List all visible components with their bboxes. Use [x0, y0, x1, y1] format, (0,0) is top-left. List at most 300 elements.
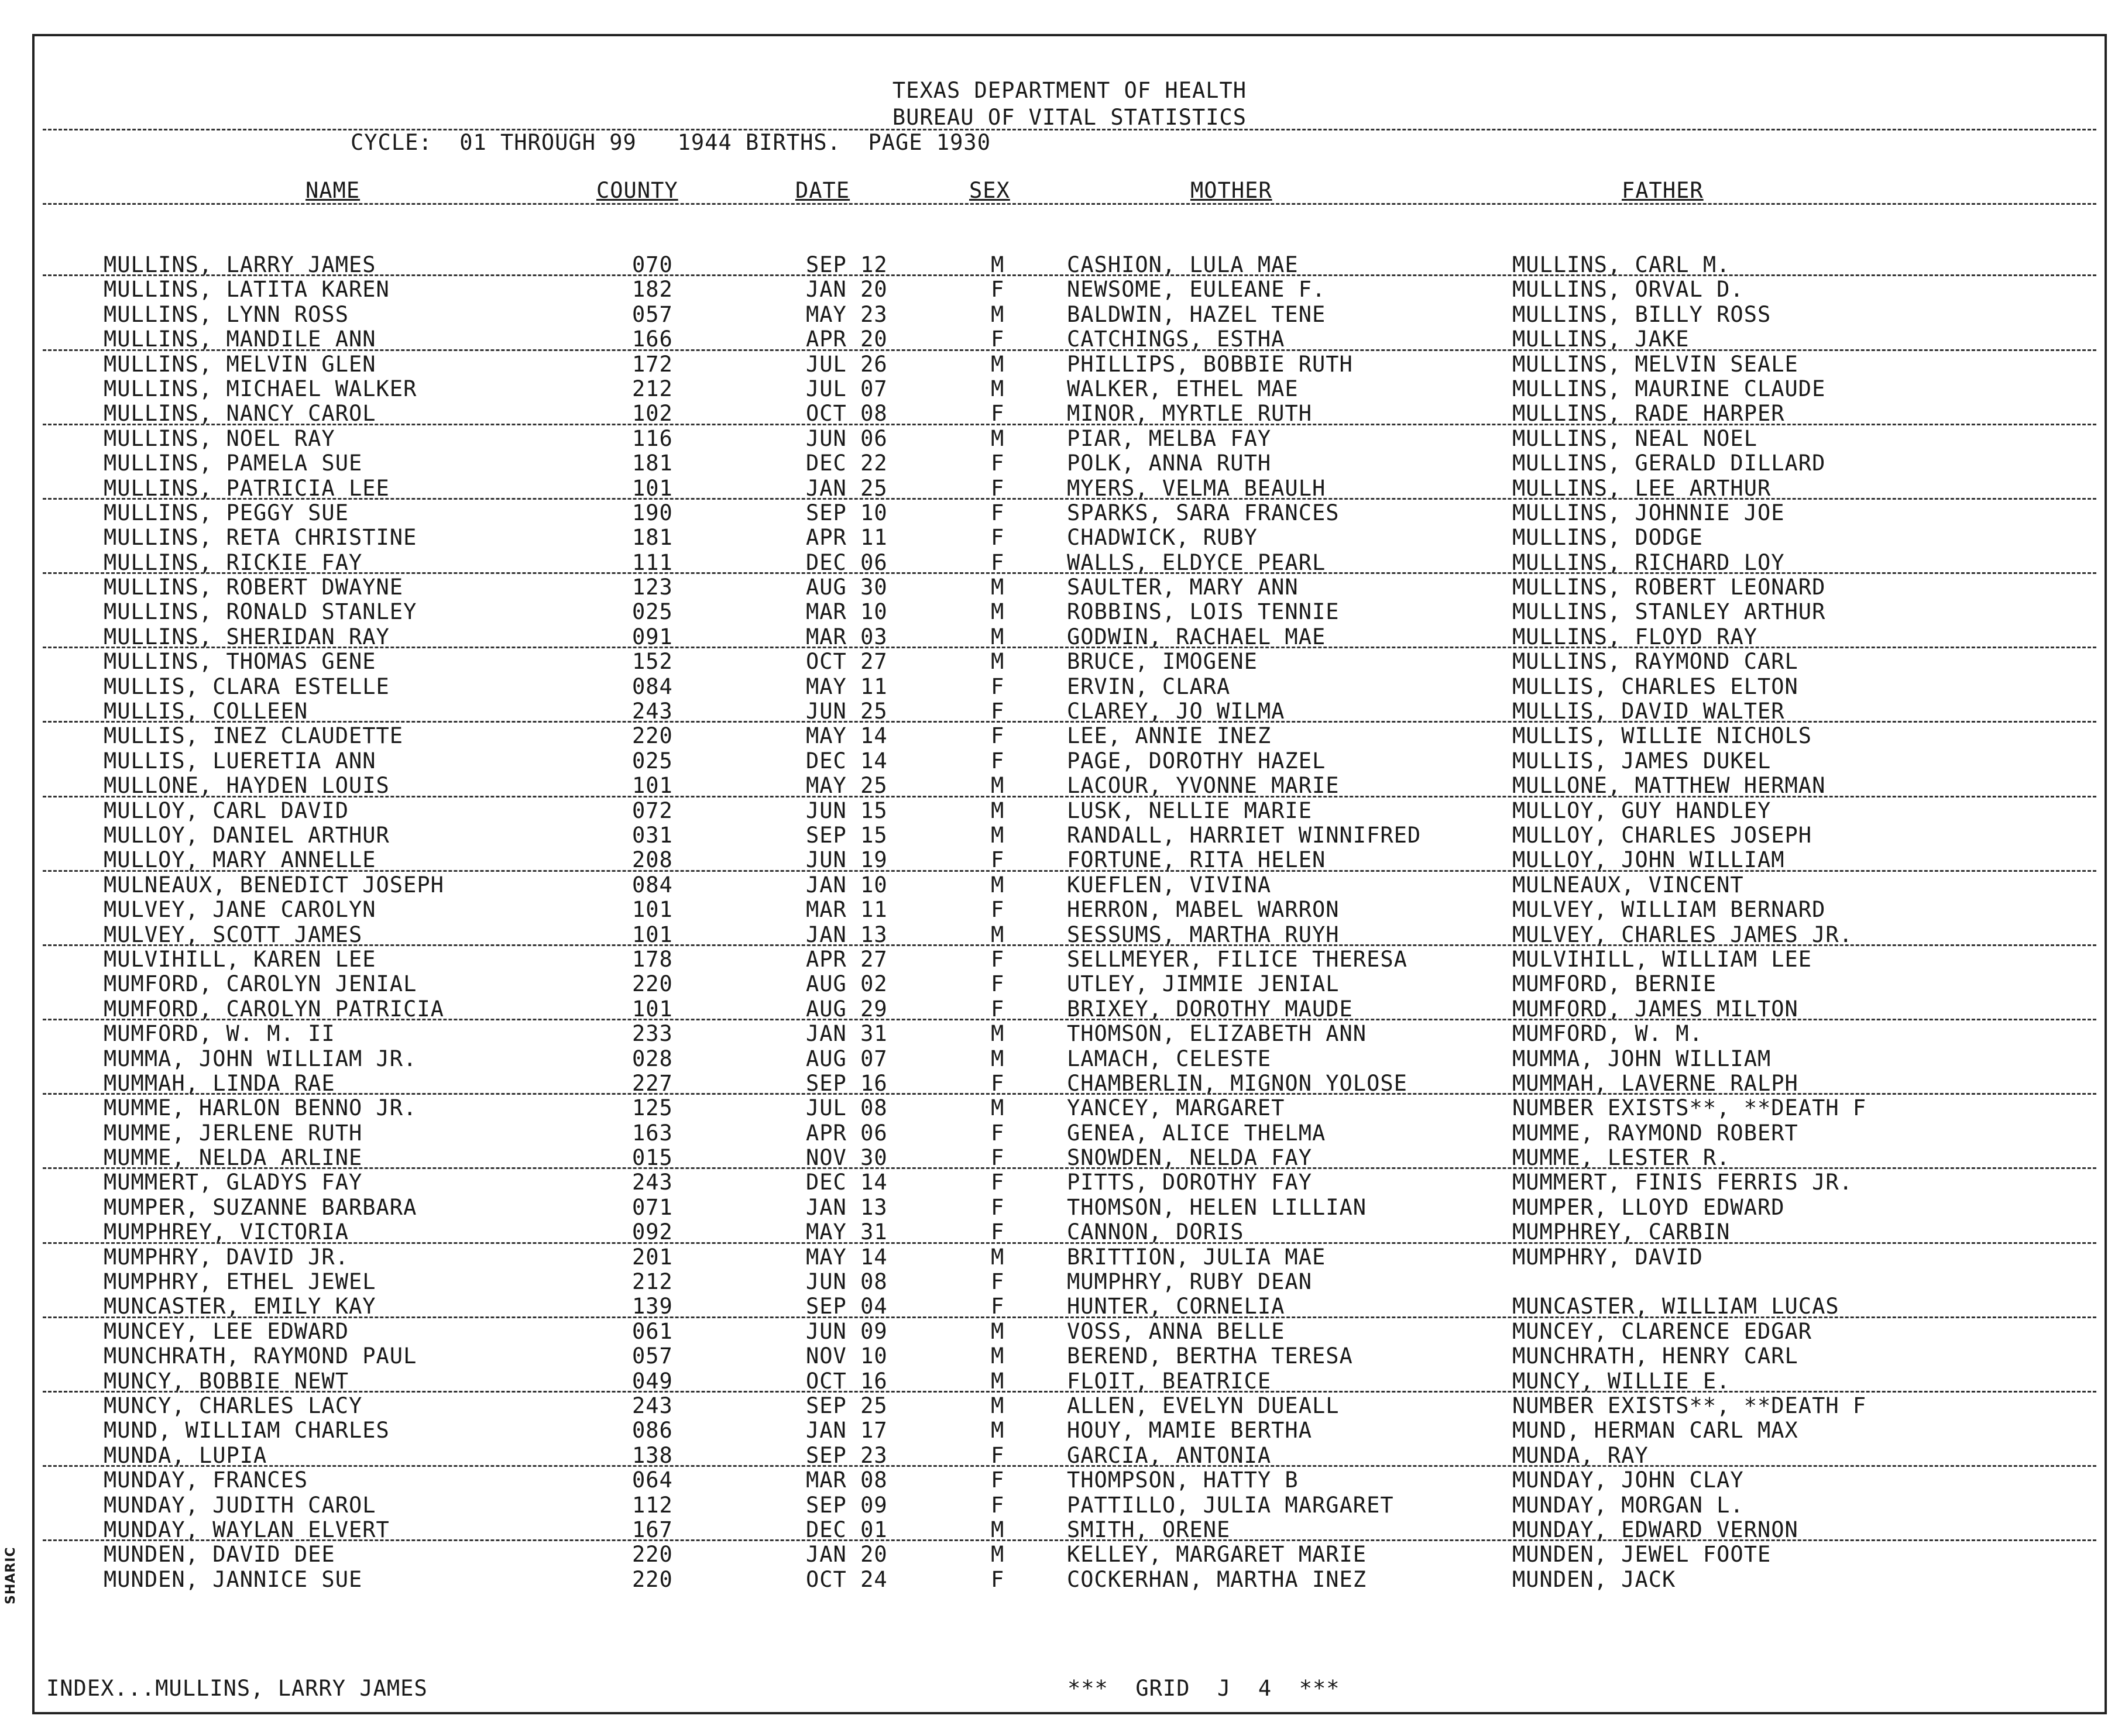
record-date: MAY 31: [806, 1219, 888, 1245]
table-row: [35, 823, 2105, 848]
record-father: MULLOY, GUY HANDLEY: [1512, 797, 1772, 823]
record-father: MULLINS, FLOYD RAY: [1512, 624, 1757, 649]
record-name: MUMME, NELDA ARLINE: [104, 1145, 363, 1171]
record-date: APR 11: [806, 525, 888, 551]
record-sex: M: [991, 376, 1005, 401]
record-mother: ERVIN, CLARA: [1067, 673, 1231, 699]
table-row: [35, 799, 2105, 823]
record-date: MAY 14: [806, 723, 888, 749]
table-row: [35, 774, 2105, 798]
record-father: MUND, HERMAN CARL MAX: [1512, 1418, 1798, 1443]
record-mother: WALLS, ELDYCE PEARL: [1067, 549, 1326, 575]
record-sex: F: [991, 673, 1005, 699]
record-father: MUNCASTER, WILLIAM LUCAS: [1512, 1294, 1839, 1319]
record-mother: HUNTER, CORNELIA: [1067, 1294, 1285, 1319]
column-header-mother: MOTHER: [1190, 178, 1272, 203]
record-county: 208: [632, 847, 673, 873]
table-row: [35, 551, 2105, 575]
record-name: MUNCASTER, EMILY KAY: [104, 1294, 376, 1319]
table-row: [35, 873, 2105, 898]
table-row: [35, 923, 2105, 947]
record-father: MUMPHRY, DAVID: [1512, 1244, 1703, 1270]
table-row: [35, 1394, 2105, 1418]
record-father: MULVEY, WILLIAM BERNARD: [1512, 897, 1826, 923]
table-row: [35, 1443, 2105, 1468]
record-father: MUNDAY, EDWARD VERNON: [1512, 1517, 1798, 1542]
record-sex: M: [991, 1046, 1005, 1071]
record-father: MUMMAH, LAVERNE RALPH: [1512, 1070, 1798, 1096]
record-name: MUNCY, BOBBIE NEWT: [104, 1368, 349, 1394]
record-father: MULNEAUX, VINCENT: [1512, 872, 1744, 898]
record-county: 091: [632, 624, 673, 649]
record-sex: M: [991, 351, 1005, 377]
record-mother: BEREND, BERTHA TERESA: [1067, 1343, 1353, 1369]
record-date: SEP 23: [806, 1442, 888, 1468]
record-father: MULLONE, MATTHEW HERMAN: [1512, 773, 1826, 799]
record-name: MULLINS, SHERIDAN RAY: [104, 624, 390, 649]
record-name: MUNCHRATH, RAYMOND PAUL: [104, 1343, 417, 1369]
side-mark: SHARIC: [4, 1546, 18, 1604]
record-date: OCT 08: [806, 401, 888, 427]
record-name: MULVEY, JANE CAROLYN: [104, 897, 376, 923]
record-sex: M: [991, 922, 1005, 947]
table-row: [35, 401, 2105, 426]
record-date: AUG 02: [806, 971, 888, 997]
record-name: MULLIS, LUERETIA ANN: [104, 748, 376, 774]
record-mother: CHAMBERLIN, MIGNON YOLOSE: [1067, 1070, 1407, 1096]
record-date: DEC 14: [806, 1170, 888, 1195]
record-date: SEP 12: [806, 252, 888, 277]
record-sex: M: [991, 575, 1005, 600]
record-county: 182: [632, 277, 673, 302]
record-date: JUN 15: [806, 797, 888, 823]
record-father: MUNCHRATH, HENRY CARL: [1512, 1343, 1798, 1369]
department-title: TEXAS DEPARTMENT OF HEALTH: [892, 78, 1247, 103]
record-name: MULLINS, PATRICIA LEE: [104, 475, 390, 501]
record-father: MULLINS, STANLEY ARTHUR: [1512, 599, 1826, 625]
printout-frame: [32, 34, 2107, 1714]
record-county: 212: [632, 1269, 673, 1295]
record-date: JUN 09: [806, 1318, 888, 1344]
record-date: DEC 14: [806, 748, 888, 774]
record-name: MULLIS, INEZ CLAUDETTE: [104, 723, 404, 749]
table-row: [35, 1294, 2105, 1319]
record-name: MULNEAUX, BENEDICT JOSEPH: [104, 872, 444, 898]
record-sex: F: [991, 1269, 1005, 1295]
table-row: [35, 1170, 2105, 1195]
table-row: [35, 352, 2105, 377]
record-father: MUMMA, JOHN WILLIAM: [1512, 1046, 1772, 1071]
record-date: OCT 16: [806, 1368, 888, 1394]
table-row: [35, 947, 2105, 972]
record-mother: BALDWIN, HAZEL TENE: [1067, 301, 1326, 327]
record-mother: SELLMEYER, FILICE THERESA: [1067, 946, 1407, 972]
record-father: MULLINS, LEE ARTHUR: [1512, 475, 1772, 501]
record-sex: M: [991, 649, 1005, 675]
table-row: [35, 327, 2105, 352]
record-date: APR 06: [806, 1120, 888, 1146]
table-row: [35, 675, 2105, 699]
record-father: MUNDAY, JOHN CLAY: [1512, 1467, 1744, 1493]
record-sex: F: [991, 1145, 1005, 1171]
record-county: 084: [632, 872, 673, 898]
record-mother: THOMPSON, HATTY B: [1067, 1467, 1299, 1493]
table-row: [35, 749, 2105, 774]
record-county: 181: [632, 451, 673, 476]
record-mother: PHILLIPS, BOBBIE RUTH: [1067, 351, 1353, 377]
record-father: MULLINS, GERALD DILLARD: [1512, 451, 1826, 476]
record-mother: PAGE, DOROTHY HAZEL: [1067, 748, 1326, 774]
record-county: 101: [632, 773, 673, 799]
record-sex: F: [991, 549, 1005, 575]
record-date: MAY 25: [806, 773, 888, 799]
record-county: 102: [632, 401, 673, 427]
record-county: 086: [632, 1418, 673, 1443]
record-father: MULLINS, MAURINE CLAUDE: [1512, 376, 1826, 401]
record-name: MULLINS, LATITA KAREN: [104, 277, 390, 302]
record-county: 123: [632, 575, 673, 600]
record-name: MUNDAY, JUDITH CAROL: [104, 1492, 376, 1518]
table-row: [35, 302, 2105, 327]
record-date: SEP 25: [806, 1393, 888, 1418]
record-sex: M: [991, 1517, 1005, 1542]
record-mother: KELLEY, MARGARET MARIE: [1067, 1542, 1367, 1567]
record-sex: F: [991, 1070, 1005, 1096]
record-mother: SPARKS, SARA FRANCES: [1067, 500, 1340, 525]
record-date: JAN 20: [806, 1542, 888, 1567]
table-row: [35, 1567, 2105, 1592]
record-father: MULLIS, CHARLES ELTON: [1512, 673, 1798, 699]
record-father: MULLINS, DODGE: [1512, 525, 1703, 551]
record-name: MUMME, JERLENE RUTH: [104, 1120, 363, 1146]
table-row: [35, 724, 2105, 748]
table-row: [35, 451, 2105, 476]
record-county: 220: [632, 1542, 673, 1567]
record-date: DEC 22: [806, 451, 888, 476]
record-county: 125: [632, 1095, 673, 1121]
record-name: MUMPER, SUZANNE BARBARA: [104, 1194, 417, 1220]
record-sex: F: [991, 475, 1005, 501]
record-county: 092: [632, 1219, 673, 1245]
record-father: MULLINS, JOHNNIE JOE: [1512, 500, 1785, 525]
record-sex: F: [991, 971, 1005, 997]
record-date: MAR 11: [806, 897, 888, 923]
record-date: JAN 20: [806, 277, 888, 302]
record-name: MUMME, HARLON BENNO JR.: [104, 1095, 417, 1121]
record-date: AUG 07: [806, 1046, 888, 1071]
record-county: 101: [632, 922, 673, 947]
record-sex: M: [991, 1318, 1005, 1344]
record-county: 064: [632, 1467, 673, 1493]
record-name: MULLONE, HAYDEN LOUIS: [104, 773, 390, 799]
record-date: JUL 07: [806, 376, 888, 401]
record-county: 243: [632, 1170, 673, 1195]
record-date: OCT 24: [806, 1566, 888, 1592]
record-sex: M: [991, 1021, 1005, 1047]
record-father: MUMME, RAYMOND ROBERT: [1512, 1120, 1798, 1146]
record-mother: FLOIT, BEATRICE: [1067, 1368, 1272, 1394]
record-county: 172: [632, 351, 673, 377]
record-county: 111: [632, 549, 673, 575]
record-sex: M: [991, 1418, 1005, 1443]
record-mother: MUMPHRY, RUBY DEAN: [1067, 1269, 1312, 1295]
record-sex: M: [991, 1095, 1005, 1121]
record-father: MUMMERT, FINIS FERRIS JR.: [1512, 1170, 1853, 1195]
record-county: 025: [632, 599, 673, 625]
record-date: JAN 25: [806, 475, 888, 501]
record-sex: F: [991, 451, 1005, 476]
record-county: 227: [632, 1070, 673, 1096]
record-sex: F: [991, 723, 1005, 749]
record-county: 243: [632, 699, 673, 724]
record-father: MULVIHILL, WILLIAM LEE: [1512, 946, 1812, 972]
record-county: 167: [632, 1517, 673, 1542]
record-father: MULLINS, JAKE: [1512, 326, 1690, 352]
record-name: MUMFORD, CAROLYN PATRICIA: [104, 996, 444, 1022]
record-date: JUL 08: [806, 1095, 888, 1121]
record-date: AUG 30: [806, 575, 888, 600]
record-father: MULLIS, WILLIE NICHOLS: [1512, 723, 1812, 749]
record-sex: M: [991, 1368, 1005, 1394]
record-mother: ROBBINS, LOIS TENNIE: [1067, 599, 1340, 625]
record-county: 233: [632, 1021, 673, 1047]
table-row: [35, 427, 2105, 451]
record-name: MULLINS, LARRY JAMES: [104, 252, 376, 277]
record-date: MAY 14: [806, 1244, 888, 1270]
record-father: MUNDAY, MORGAN L.: [1512, 1492, 1744, 1518]
record-county: 178: [632, 946, 673, 972]
record-name: MULLINS, MELVIN GLEN: [104, 351, 376, 377]
record-father: MUNCEY, CLARENCE EDGAR: [1512, 1318, 1812, 1344]
record-mother: YANCEY, MARGARET: [1067, 1095, 1285, 1121]
record-father: MULLINS, RADE HARPER: [1512, 401, 1785, 427]
record-date: JUL 26: [806, 351, 888, 377]
table-row: [35, 1096, 2105, 1120]
record-mother: SNOWDEN, NELDA FAY: [1067, 1145, 1312, 1171]
record-sex: F: [991, 1219, 1005, 1245]
record-sex: F: [991, 946, 1005, 972]
record-mother: POLK, ANNA RUTH: [1067, 451, 1272, 476]
record-name: MUMMA, JOHN WILLIAM JR.: [104, 1046, 417, 1071]
record-county: 163: [632, 1120, 673, 1146]
record-name: MULLINS, PAMELA SUE: [104, 451, 363, 476]
table-row: [35, 1022, 2105, 1046]
record-sex: M: [991, 822, 1005, 848]
record-date: APR 27: [806, 946, 888, 972]
record-mother: PIAR, MELBA FAY: [1067, 425, 1272, 451]
record-county: 166: [632, 326, 673, 352]
record-mother: BRIXEY, DOROTHY MAUDE: [1067, 996, 1353, 1022]
record-mother: THOMSON, HELEN LILLIAN: [1067, 1194, 1367, 1220]
table-row: [35, 1071, 2105, 1096]
table-row: [35, 1369, 2105, 1394]
table-row: [35, 1047, 2105, 1071]
record-county: 139: [632, 1294, 673, 1319]
record-mother: FORTUNE, RITA HELEN: [1067, 847, 1326, 873]
record-sex: F: [991, 1492, 1005, 1518]
record-sex: F: [991, 1170, 1005, 1195]
record-name: MULLINS, RETA CHRISTINE: [104, 525, 417, 551]
table-row: [35, 1418, 2105, 1443]
record-father: MUMFORD, JAMES MILTON: [1512, 996, 1798, 1022]
record-date: SEP 04: [806, 1294, 888, 1319]
record-sex: M: [991, 797, 1005, 823]
record-mother: LACOUR, YVONNE MARIE: [1067, 773, 1340, 799]
record-name: MUND, WILLIAM CHARLES: [104, 1418, 390, 1443]
record-father: MUMFORD, W. M.: [1512, 1021, 1703, 1047]
record-county: 220: [632, 723, 673, 749]
table-row: [35, 575, 2105, 600]
record-county: 116: [632, 425, 673, 451]
record-county: 025: [632, 748, 673, 774]
table-row: [35, 649, 2105, 674]
record-date: JUN 08: [806, 1269, 888, 1295]
record-county: 152: [632, 649, 673, 675]
record-name: MULLINS, NANCY CAROL: [104, 401, 376, 427]
record-date: JUN 25: [806, 699, 888, 724]
record-name: MULLIS, CLARA ESTELLE: [104, 673, 390, 699]
record-father: MULLINS, BILLY ROSS: [1512, 301, 1772, 327]
record-name: MULLIS, COLLEEN: [104, 699, 308, 724]
record-date: MAY 11: [806, 673, 888, 699]
record-name: MUMMAH, LINDA RAE: [104, 1070, 335, 1096]
record-mother: SMITH, ORENE: [1067, 1517, 1231, 1542]
record-date: SEP 16: [806, 1070, 888, 1096]
record-mother: NEWSOME, EULEANE F.: [1067, 277, 1326, 302]
record-county: 070: [632, 252, 673, 277]
record-county: 138: [632, 1442, 673, 1468]
record-mother: UTLEY, JIMMIE JENIAL: [1067, 971, 1340, 997]
record-mother: CANNON, DORIS: [1067, 1219, 1244, 1245]
grid-label: *** GRID J 4 ***: [1067, 1676, 1340, 1701]
column-header-county: COUNTY: [596, 178, 678, 203]
table-row: [35, 525, 2105, 550]
record-mother: CHADWICK, RUBY: [1067, 525, 1258, 551]
table-row: [35, 1195, 2105, 1220]
record-sex: F: [991, 401, 1005, 427]
record-mother: SESSUMS, MARTHA RUYH: [1067, 922, 1340, 947]
record-name: MULVIHILL, KAREN LEE: [104, 946, 376, 972]
record-county: 101: [632, 475, 673, 501]
record-mother: ALLEN, EVELYN DUEALL: [1067, 1393, 1340, 1418]
record-sex: F: [991, 525, 1005, 551]
bureau-title: BUREAU OF VITAL STATISTICS: [892, 105, 1247, 130]
record-name: MULLINS, MANDILE ANN: [104, 326, 376, 352]
record-sex: M: [991, 624, 1005, 649]
cycle-line: CYCLE: 01 THROUGH 99 1944 BIRTHS. PAGE 1930: [351, 130, 991, 155]
record-mother: COCKERHAN, MARTHA INEZ: [1067, 1566, 1367, 1592]
record-date: SEP 10: [806, 500, 888, 525]
record-name: MUNDEN, DAVID DEE: [104, 1542, 335, 1567]
record-date: JAN 10: [806, 872, 888, 898]
table-row: [35, 1319, 2105, 1344]
record-county: 201: [632, 1244, 673, 1270]
table-row: [35, 1542, 2105, 1567]
record-mother: THOMSON, ELIZABETH ANN: [1067, 1021, 1367, 1047]
record-county: 212: [632, 376, 673, 401]
record-date: JAN 13: [806, 1194, 888, 1220]
record-name: MUMPHRY, DAVID JR.: [104, 1244, 349, 1270]
record-mother: PITTS, DOROTHY FAY: [1067, 1170, 1312, 1195]
record-sex: M: [991, 425, 1005, 451]
record-sex: F: [991, 699, 1005, 724]
record-name: MULLOY, MARY ANNELLE: [104, 847, 376, 873]
record-mother: GARCIA, ANTONIA: [1067, 1442, 1272, 1468]
table-row: [35, 699, 2105, 724]
table-row: [35, 476, 2105, 501]
record-county: 243: [632, 1393, 673, 1418]
table-row: [35, 1493, 2105, 1518]
record-father: MUNDEN, JACK: [1512, 1566, 1676, 1592]
record-sex: M: [991, 301, 1005, 327]
record-name: MULLINS, THOMAS GENE: [104, 649, 376, 675]
record-date: DEC 01: [806, 1517, 888, 1542]
table-row: [35, 997, 2105, 1022]
record-sex: M: [991, 599, 1005, 625]
table-row: [35, 1468, 2105, 1493]
column-header-divider: [43, 203, 2096, 205]
record-sex: F: [991, 847, 1005, 873]
record-county: 061: [632, 1318, 673, 1344]
record-sex: F: [991, 326, 1005, 352]
record-county: 220: [632, 1566, 673, 1592]
record-sex: M: [991, 1343, 1005, 1369]
record-mother: BRITTION, JULIA MAE: [1067, 1244, 1326, 1270]
record-date: SEP 09: [806, 1492, 888, 1518]
record-name: MULLINS, RONALD STANLEY: [104, 599, 417, 625]
record-sex: F: [991, 500, 1005, 525]
table-row: [35, 898, 2105, 922]
record-date: MAR 03: [806, 624, 888, 649]
record-date: DEC 06: [806, 549, 888, 575]
record-father: MULLIS, DAVID WALTER: [1512, 699, 1785, 724]
record-father: MULLINS, RICHARD LOY: [1512, 549, 1785, 575]
record-father: MUNCY, WILLIE E.: [1512, 1368, 1731, 1394]
record-date: MAR 08: [806, 1467, 888, 1493]
record-name: MUMFORD, W. M. II: [104, 1021, 335, 1047]
record-sex: F: [991, 1467, 1005, 1493]
record-sex: M: [991, 1244, 1005, 1270]
record-date: AUG 29: [806, 996, 888, 1022]
table-row: [35, 1220, 2105, 1245]
table-row: [35, 277, 2105, 302]
record-father: MUMPHREY, CARBIN: [1512, 1219, 1731, 1245]
column-header-father: FATHER: [1622, 178, 1704, 203]
record-date: NOV 10: [806, 1343, 888, 1369]
record-date: JAN 13: [806, 922, 888, 947]
record-date: JAN 31: [806, 1021, 888, 1047]
record-sex: F: [991, 897, 1005, 923]
record-name: MUMPHREY, VICTORIA: [104, 1219, 349, 1245]
record-mother: KUEFLEN, VIVINA: [1067, 872, 1272, 898]
table-row: [35, 1270, 2105, 1294]
record-mother: GODWIN, RACHAEL MAE: [1067, 624, 1326, 649]
table-row: [35, 1146, 2105, 1170]
record-mother: MINOR, MYRTLE RUTH: [1067, 401, 1312, 427]
record-name: MULLINS, NOEL RAY: [104, 425, 335, 451]
record-father: MULVEY, CHARLES JAMES JR.: [1512, 922, 1853, 947]
record-father: MULLINS, MELVIN SEALE: [1512, 351, 1798, 377]
record-name: MULVEY, SCOTT JAMES: [104, 922, 363, 947]
record-date: MAR 10: [806, 599, 888, 625]
record-sex: M: [991, 1542, 1005, 1567]
record-mother: SAULTER, MARY ANN: [1067, 575, 1299, 600]
record-date: OCT 27: [806, 649, 888, 675]
record-sex: M: [991, 872, 1005, 898]
record-father: MUMFORD, BERNIE: [1512, 971, 1717, 997]
record-sex: M: [991, 1393, 1005, 1418]
record-name: MUNDAY, FRANCES: [104, 1467, 308, 1493]
